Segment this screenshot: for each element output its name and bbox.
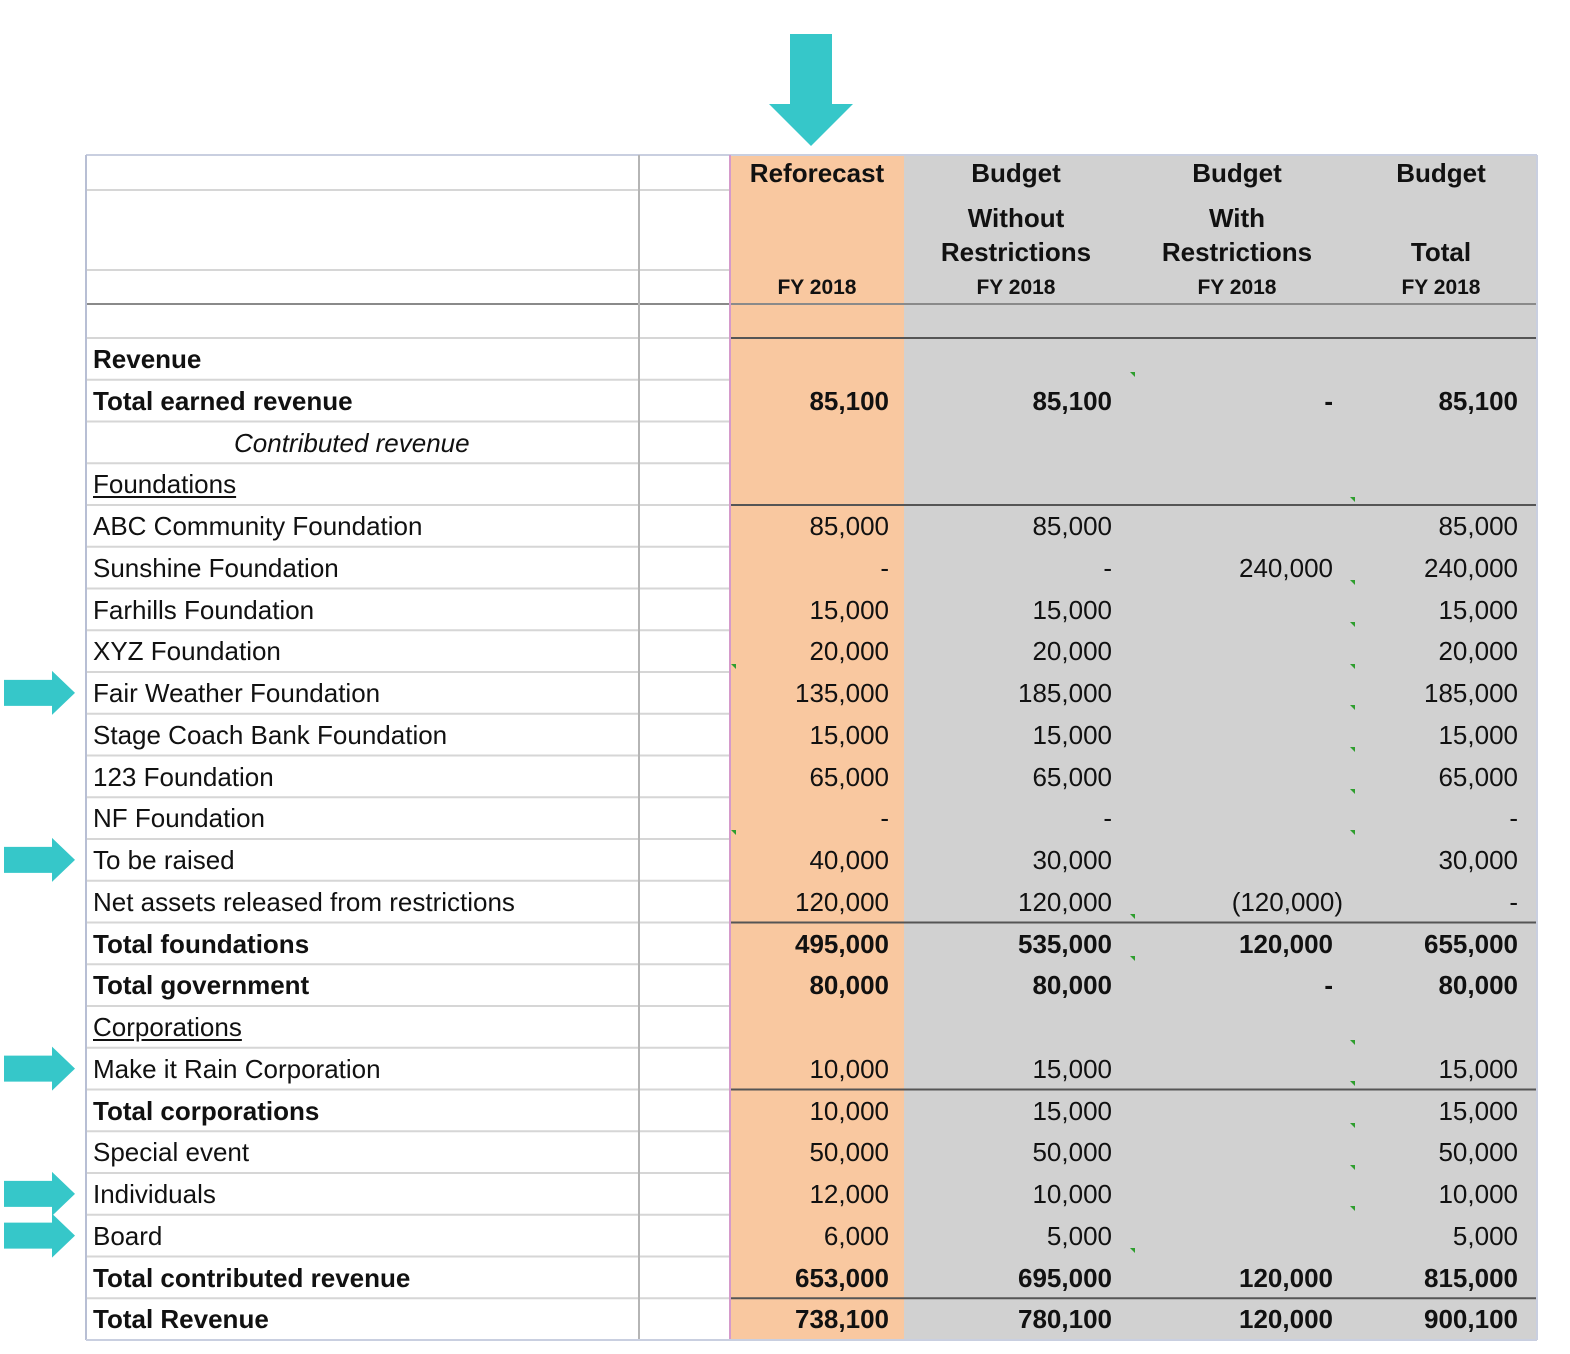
cell-value[interactable]: 20,000 [1438, 636, 1518, 667]
cell-value[interactable]: 15,000 [1032, 1095, 1112, 1126]
comment-marker-icon [1350, 1081, 1355, 1086]
row-label[interactable]: To be raised [93, 845, 235, 875]
row-label[interactable]: Board [93, 1220, 163, 1251]
cell-value[interactable]: 240,000 [1239, 552, 1333, 583]
comment-marker-icon [1130, 1248, 1135, 1253]
cell-value[interactable]: - [1103, 803, 1112, 834]
row-label[interactable]: Corporations [93, 1012, 242, 1042]
cell-value[interactable]: 15,000 [1438, 1095, 1518, 1126]
comment-marker-icon [1350, 1123, 1355, 1128]
cell-value[interactable]: 85,100 [1032, 385, 1112, 416]
column-header-3-line3: Restrictions [1161, 237, 1313, 267]
cell-value[interactable]: 15,000 [1438, 594, 1518, 625]
cell-value[interactable]: 120,000 [1239, 1304, 1333, 1335]
comment-marker-icon [1130, 956, 1135, 961]
cell-value[interactable]: 185,000 [1018, 678, 1112, 708]
cell-value[interactable]: (120,000) [1231, 886, 1343, 917]
row-label[interactable]: Fair Weather Foundation [93, 678, 381, 708]
comment-marker-icon [731, 664, 736, 669]
column-header-2-line1: Budget [971, 158, 1061, 188]
right-arrow-icon [4, 1047, 75, 1091]
cell-value[interactable]: 535,000 [1018, 928, 1112, 959]
column-header-2-line2: Without [967, 203, 1065, 233]
comment-marker-icon [1350, 664, 1355, 669]
column-header-4-fy: FY 2018 [1401, 276, 1481, 299]
cell-value[interactable]: 65,000 [1438, 761, 1518, 792]
cell-value[interactable]: 15,000 [809, 719, 889, 750]
cell-value[interactable]: 695,000 [1018, 1262, 1112, 1293]
cell-value[interactable]: 6,000 [823, 1220, 889, 1251]
cell-value[interactable]: 655,000 [1424, 928, 1518, 959]
row-label[interactable]: Contributed revenue [234, 427, 470, 458]
row-label[interactable]: Revenue [93, 344, 202, 374]
cell-value[interactable]: 15,000 [809, 594, 889, 625]
cell-value[interactable]: 40,000 [809, 845, 889, 875]
cell-value[interactable]: - [880, 803, 889, 834]
row-label[interactable]: ABC Community Foundation [93, 511, 423, 541]
right-arrow-icon [4, 1214, 75, 1258]
cell-value[interactable]: 85,000 [1438, 511, 1518, 541]
cell-value[interactable]: 65,000 [809, 761, 889, 792]
cell-value[interactable]: 10,000 [1438, 1179, 1518, 1209]
comment-marker-icon [1350, 580, 1355, 585]
cell-value[interactable]: - [1509, 803, 1518, 834]
cell-value[interactable]: 5,000 [1046, 1220, 1112, 1251]
cell-value[interactable]: 240,000 [1424, 552, 1518, 583]
cell-value[interactable]: 30,000 [1438, 845, 1518, 875]
row-label[interactable]: Total contributed revenue [93, 1262, 411, 1293]
cell-value[interactable]: 85,000 [809, 511, 889, 541]
cell-value[interactable]: 15,000 [1032, 594, 1112, 625]
comment-marker-icon [1350, 747, 1355, 752]
row-label[interactable]: Farhills Foundation [93, 594, 315, 625]
row-label[interactable]: 123 Foundation [93, 761, 274, 792]
cell-value[interactable]: - [1324, 385, 1333, 416]
cell-value[interactable]: 780,100 [1018, 1304, 1112, 1335]
comment-marker-icon [1350, 705, 1355, 710]
cell-value[interactable]: 12,000 [809, 1179, 889, 1209]
row-label[interactable]: Total government [93, 970, 310, 1001]
cell-value[interactable]: 50,000 [1032, 1137, 1112, 1168]
column-header-1-line1: Reforecast [749, 158, 885, 188]
comment-marker-icon [1130, 914, 1135, 919]
comment-marker-icon [1350, 1165, 1355, 1170]
right-arrow-icon [4, 838, 75, 882]
row-label[interactable]: Special event [93, 1137, 250, 1168]
row-label[interactable]: Total foundations [93, 928, 310, 959]
right-arrow-icon [4, 1172, 75, 1216]
column-header-3-line2: With [1208, 203, 1266, 233]
cell-value[interactable]: 185,000 [1424, 678, 1518, 708]
row-label[interactable]: Individuals [93, 1179, 216, 1209]
row-label[interactable]: XYZ Foundation [93, 636, 281, 667]
comment-marker-icon [1350, 497, 1355, 502]
row-label[interactable]: Total earned revenue [93, 385, 353, 416]
cell-value[interactable]: 15,000 [1438, 1053, 1518, 1084]
column-header-4-line3: Total [1410, 237, 1472, 267]
comment-marker-icon [1350, 789, 1355, 794]
cell-value[interactable]: 80,000 [1032, 970, 1112, 1001]
row-label[interactable]: Stage Coach Bank Foundation [93, 719, 448, 750]
cell-value[interactable]: 15,000 [1032, 1053, 1112, 1084]
cell-value[interactable]: 50,000 [1438, 1137, 1518, 1168]
cell-value[interactable]: 900,100 [1424, 1304, 1518, 1335]
cell-value[interactable]: 135,000 [795, 678, 889, 708]
down-arrow-icon [769, 34, 853, 146]
row-label[interactable]: Total Revenue [93, 1304, 269, 1335]
cell-value[interactable]: 15,000 [1438, 719, 1518, 750]
cell-value[interactable]: 5,000 [1452, 1220, 1518, 1251]
row-label[interactable]: Foundations [93, 469, 237, 500]
comment-marker-icon [1350, 1040, 1355, 1045]
column-header-3-fy: FY 2018 [1197, 276, 1277, 299]
cell-value[interactable]: 65,000 [1032, 761, 1112, 792]
cell-value[interactable]: 495,000 [795, 928, 889, 959]
cell-value[interactable]: 50,000 [809, 1137, 889, 1168]
cell-value[interactable]: - [880, 552, 889, 583]
cell-value[interactable]: 120,000 [1018, 886, 1112, 917]
row-label[interactable]: Make it Rain Corporation [93, 1053, 381, 1084]
cell-value[interactable]: 10,000 [809, 1095, 889, 1126]
column-header-3-line1: Budget [1192, 158, 1282, 188]
cell-value[interactable]: 85,100 [809, 385, 889, 416]
cell-value[interactable]: 80,000 [1438, 970, 1518, 1001]
cell-value[interactable]: 20,000 [809, 636, 889, 667]
cell-value[interactable]: 20,000 [1032, 636, 1112, 667]
comment-marker-icon [1350, 622, 1355, 627]
comment-marker-icon [1130, 372, 1135, 377]
cell-value[interactable]: 10,000 [809, 1053, 889, 1084]
cell-value[interactable]: 15,000 [1032, 719, 1112, 750]
right-arrow-icon [4, 671, 75, 715]
row-label[interactable]: NF Foundation [93, 803, 265, 834]
cell-value[interactable]: - [1103, 552, 1112, 583]
cell-value[interactable]: 85,000 [1032, 511, 1112, 541]
cell-value[interactable]: 815,000 [1424, 1262, 1518, 1293]
column-header-1-fy: FY 2018 [777, 276, 857, 299]
cell-value[interactable]: 85,100 [1438, 385, 1518, 416]
cell-value[interactable]: 120,000 [1239, 928, 1333, 959]
comment-marker-icon [731, 830, 736, 835]
cell-value[interactable]: - [1324, 970, 1333, 1001]
comment-marker-icon [1350, 830, 1355, 835]
comment-marker-icon [1350, 1206, 1355, 1211]
row-label[interactable]: Total corporations [93, 1095, 320, 1126]
cell-value[interactable]: - [1509, 886, 1518, 917]
cell-value[interactable]: 120,000 [1239, 1262, 1333, 1293]
cell-value[interactable]: 120,000 [795, 886, 889, 917]
cell-value[interactable]: 653,000 [795, 1262, 889, 1293]
cell-value[interactable]: 10,000 [1032, 1179, 1112, 1209]
row-label[interactable]: Sunshine Foundation [93, 552, 339, 583]
cell-value[interactable]: 30,000 [1032, 845, 1112, 875]
row-label[interactable]: Net assets released from restrictions [93, 886, 515, 917]
cell-value[interactable]: 738,100 [795, 1304, 889, 1335]
column-header-2-line3: Restrictions [940, 237, 1092, 267]
column-header-4-line1: Budget [1396, 158, 1486, 188]
cell-value[interactable]: 80,000 [809, 970, 889, 1001]
column-header-2-fy: FY 2018 [976, 276, 1056, 299]
